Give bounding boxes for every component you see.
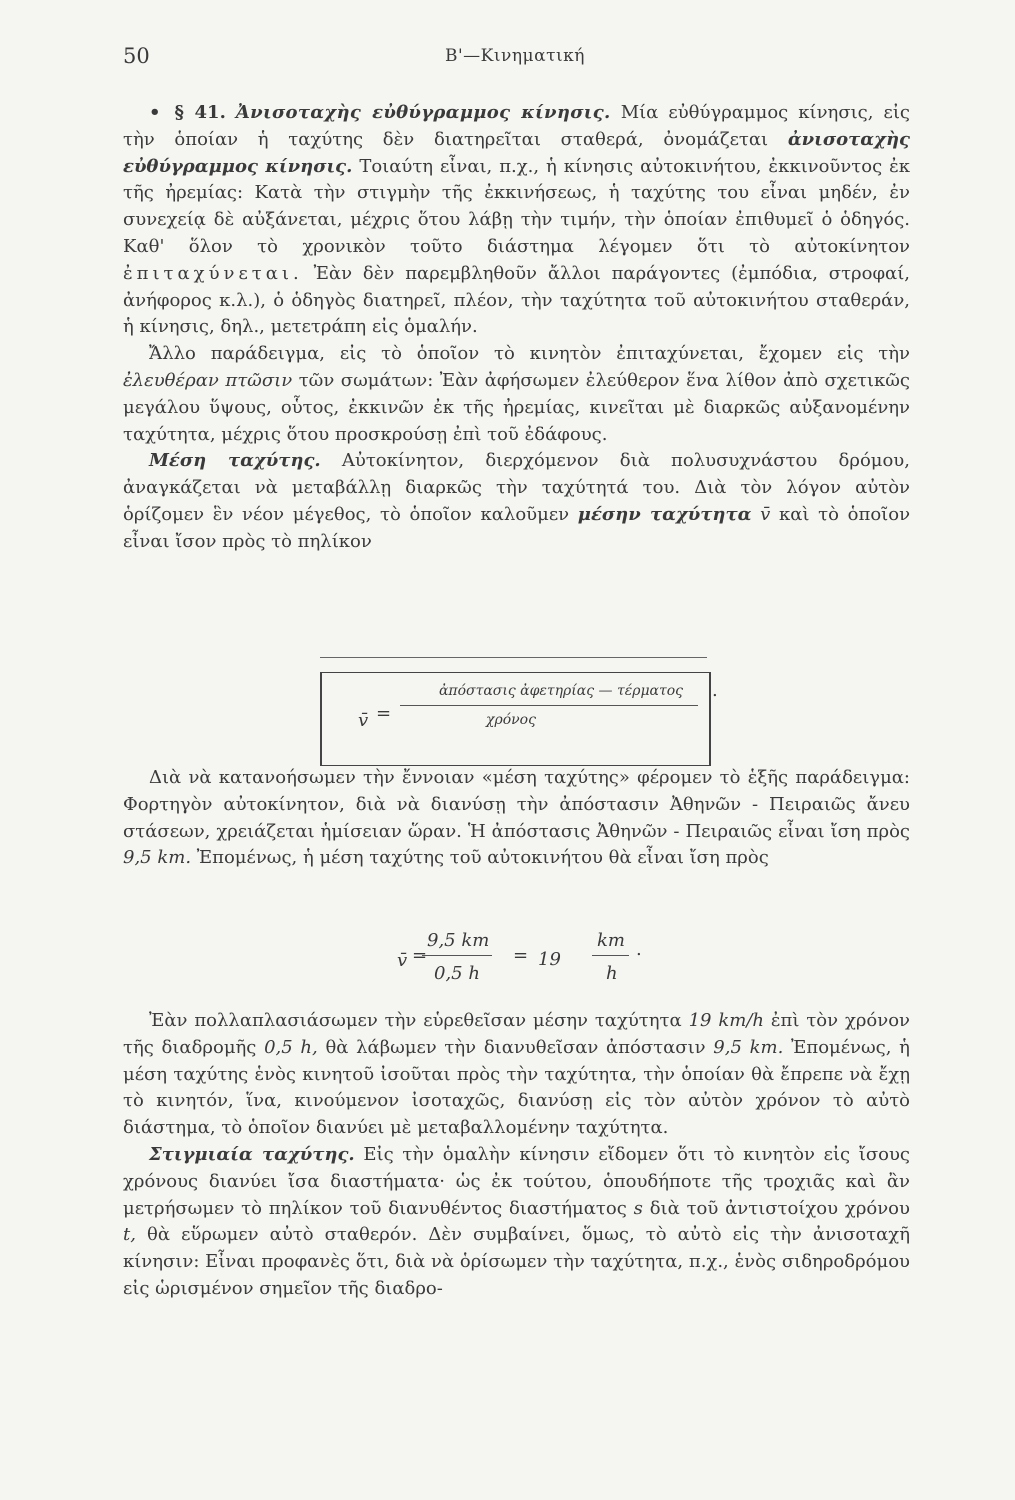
formula-lhs: v̄: [358, 710, 369, 731]
formula-denominator: χρόνος: [486, 712, 536, 728]
text-span: Διὰ νὰ κατανοήσωμεν τὴν ἔννοιαν «μέση ταχύτης» φέρομεν τὸ ἑξῆς παράδειγμα: Φορτηγὸν αὐτοκίνητον, διὰ νὰ διανύσῃ τὴν ἀπόστασιν Ἀθηνῶν - Πειραιῶς ἄνευ στάσεων, χρειάζεται ἡμίσειαν ὥραν. Ἡ ἀπόστασις Ἀθηνῶν - Πειραιῶς εἶναι ἴση πρὸς: [123, 767, 910, 842]
text-span: Ἐπομένως, ἡ μέση ταχύτης τοῦ αὐτοκινήτου θὰ εἶναι ἴση πρὸς: [196, 847, 769, 869]
symbol-s: s: [633, 1197, 643, 1219]
instant-speed-paragraph: [123, 1142, 910, 1303]
fraction-bar: [422, 955, 492, 956]
spaced-emphasis: ἐπιταχύνεται.: [123, 262, 303, 284]
mean-speed-paragraph: [123, 448, 910, 555]
running-title: Β'—Κινηματική: [445, 46, 585, 66]
mean-speed-symbol: v̄: [760, 503, 771, 525]
result-coefficient: 19: [538, 949, 561, 970]
bullet-mark: •: [149, 102, 161, 123]
conclusion-paragraph: [123, 1008, 910, 1142]
mean-speed-term: μέσην ταχύτητα: [577, 503, 752, 525]
formula-numerator: ἀπόστασις ἀφετηρίας — τέρματος: [438, 683, 684, 699]
fraction-numerator: 9,5 km: [427, 930, 490, 951]
equation-lhs: v̄: [397, 950, 408, 971]
instant-speed-heading: Στιγμιαία ταχύτης.: [149, 1143, 355, 1165]
page-header: [0, 40, 1015, 80]
fraction-denominator: 0,5 h: [434, 963, 480, 984]
section-intro-paragraph: [123, 100, 910, 341]
equals-sign: =: [513, 945, 529, 966]
fraction-bar: [400, 705, 698, 706]
fraction-bar: [592, 955, 629, 956]
unit-denominator: h: [606, 963, 618, 984]
example-paragraph: [123, 765, 910, 872]
text-span: ἐπὶ τὸν χρόνον τῆς διαδρομῆς: [123, 1010, 910, 1058]
text-span: Εἰς τὴν ὁμαλὴν κίνησιν εἴδομεν ὅτι τὸ κινητὸν εἰς ἴσους χρόνους διανύει ἴσα διαστήματα· ὡς ἐκ τούτου, ὁπουδήποτε τῆς τροχιᾶς καὶ ἂν μετρήσωμεν τὸ πηλίκον τοῦ διανυθέντος διαστήματος: [123, 1143, 910, 1219]
text-span: Μία εὐθύγραμμος κίνησις, εἰς τὴν ὁποίαν ἡ ταχύτης δὲν διατηρεῖται σταθερά, ὀνομάζεται: [123, 102, 910, 150]
text-span: καὶ τὸ ὁποῖον εἶναι ἴσον πρὸς τὸ πηλίκον: [123, 503, 911, 552]
mean-speed-heading: Μέση ταχύτης.: [149, 450, 321, 472]
text-span: Τοιαύτη εἶναι, π.χ., ἡ κίνησις αὐτοκινήτου, ἐκκινοῦντος ἐκ τῆς ἠρεμίας: Κατὰ τὴν στιγμὴν τῆς ἐκκινήσεως, ἡ ταχύτης του εἶναι μηδέν, ἐν συνεχείᾳ δὲ αὐξάνεται, μέχρις ὅτου λάβῃ τὴν τιμήν, τὴν ὁποίαν ἐπιθυμεῖ ὁ ὁδηγός. Καθ' ὅλον τὸ χρονικὸν τοῦτο διάστημα λέγομεν ὅτι τὸ αὐτοκίνητον: [123, 155, 911, 257]
formula-mark: .: [712, 680, 718, 701]
distance-value: 9,5 km.: [123, 847, 192, 869]
distance-value: 9,5 km.: [713, 1036, 784, 1058]
text-span: Ἐὰν πολλαπλασιάσωμεν τὴν εὑρεθεῖσαν μέσην ταχύτητα: [149, 1010, 682, 1031]
free-fall-paragraph: [123, 341, 910, 448]
formula-equals: =: [376, 703, 392, 724]
text-span: Ἐπομένως, ἡ μέση ταχύτης ἑνὸς κινητοῦ ἰσοῦται πρὸς τὴν ταχύτητα, τὴν ὁποίαν θὰ ἔπρεπε νὰ ἔχῃ τὸ κινητόν, ἵνα, κινούμενον ἰσοταχῶς, διανύσῃ εἰς τὸν αὐτὸν χρόνον τὸ αὐτὸ διάστημα, τὸ ὁποῖον διανύει μὲ μεταβαλλομένην ταχύτητα.: [123, 1036, 910, 1139]
speed-value: 19 km/h: [688, 1010, 764, 1031]
text-span: θὰ λάβωμεν τὴν διανυθεῖσαν ἀπόστασιν: [325, 1036, 706, 1058]
text-span: διὰ τοῦ ἀντιστοίχου χρόνου: [649, 1197, 910, 1219]
unit-numerator: km: [597, 930, 625, 951]
text-span: Ἐὰν δὲν παρεμβληθοῦν ἄλλοι παράγοντες (ἐμπόδια, στροφαί, ἀνήφορος κ.λ.), ὁ ὁδηγὸς διατηρεῖ, πλέον, τὴν ταχύτητα τοῦ αὐτοκινήτου σταθεράν, ἡ κίνησις, δηλ., μετετράπη εἰς ὁμαλήν.: [123, 262, 910, 338]
example-block: [123, 765, 910, 872]
italic-term: ἐλευθέραν πτῶσιν: [123, 369, 293, 391]
section-41: [123, 100, 910, 556]
page-number: 50: [123, 44, 150, 68]
equals-sign: =: [412, 945, 428, 966]
defined-term: ἀνισοταχὴς εὐθύγραμμος κίνησις.: [123, 128, 910, 177]
section-title: Ἀνισοταχὴς εὐθύγραμμος κίνησις.: [235, 102, 611, 123]
mean-speed-equation: [0, 925, 1015, 991]
conclusion-block: [123, 1008, 910, 1303]
text-span: θὰ εὕρωμεν αὐτὸ σταθερόν. Δὲν συμβαίνει, ὅμως, τὸ αὐτὸ εἰς τὴν ἀνισοταχῆ κίνησιν: Εἶναι προφανὲς ὅτι, διὰ νὰ ὁρίσωμεν τὴν ταχύτητα, π.χ., ἑνὸς σιδηροδρόμου εἰς ὡρισμένον σημεῖον τῆς διαδρο-: [123, 1224, 910, 1299]
time-value: 0,5 h,: [264, 1036, 318, 1058]
symbol-t: t,: [123, 1224, 136, 1246]
formula-rule: [320, 657, 707, 658]
section-number: § 41.: [174, 102, 226, 123]
text-span: Αὐτοκίνητον, διερχόμενον διὰ πολυσυχνάστου δρόμου, ἀναγκάζεται νὰ μεταβάλλῃ διαρκῶς τὴν ταχύτητά του. Διὰ τὸν λόγον αὐτὸν ὁρίζομεν ἓν νέον μέγεθος, τὸ ὁποῖον καλοῦμεν: [123, 450, 910, 525]
text-span: τῶν σωμάτων: Ἐὰν ἀφήσωμεν ἐλεύθερον ἕνα λίθον ἀπὸ σχετικῶς μεγάλου ὕψους, οὗτος, ἐκκινῶν ἐκ τῆς ἠρεμίας, κινεῖται μὲ διαρκῶς αὐξανομένην ταχύτητα, μέχρις ὅτου προσκρούσῃ ἐπὶ τοῦ ἐδάφους.: [123, 369, 910, 445]
equation-dot: .: [636, 939, 642, 960]
text-span: Ἄλλο παράδειγμα, εἰς τὸ ὁποῖον τὸ κινητὸν ἐπιταχύνεται, ἔχομεν εἰς τὴν: [149, 343, 910, 365]
